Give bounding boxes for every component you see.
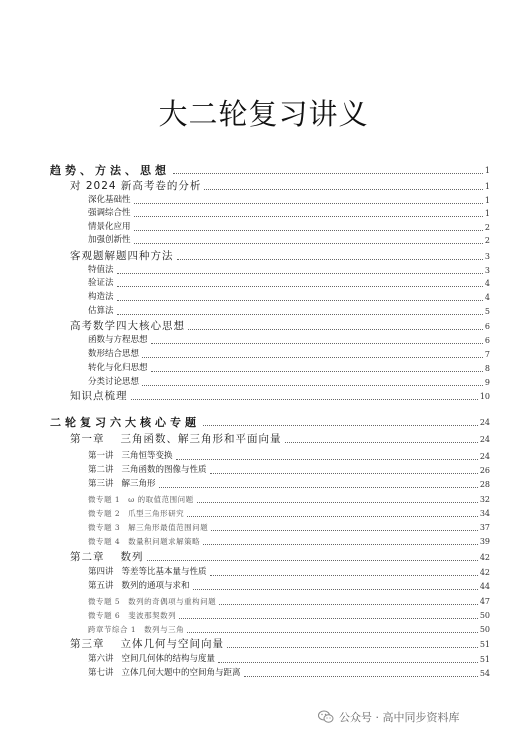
toc-page-number: 32	[479, 495, 490, 504]
toc-row	[50, 416, 490, 429]
toc-leader-dots	[142, 385, 483, 386]
toc-label	[88, 507, 184, 520]
toc-title: 强调综合性	[88, 208, 131, 218]
toc-label	[88, 234, 131, 247]
toc-leader-dots	[117, 273, 483, 274]
toc-leader-dots	[117, 300, 483, 301]
toc-page-number: 5	[484, 307, 490, 316]
wechat-icon	[318, 710, 334, 724]
toc-page-number: 37	[479, 523, 490, 532]
toc-title: 数列的通项与求和	[121, 581, 190, 591]
toc-label	[88, 291, 114, 304]
toc-row	[88, 376, 490, 389]
toc-row	[88, 595, 490, 608]
toc-row	[70, 250, 490, 263]
toc-title: 高考数学四大核心思想	[70, 320, 185, 332]
toc-title: 数列	[120, 551, 144, 563]
toc-label	[50, 164, 170, 177]
toc-label	[88, 207, 131, 220]
toc-page-number: 24	[479, 418, 490, 427]
toc-row	[88, 291, 490, 304]
watermark	[318, 708, 518, 726]
toc-leader-dots	[203, 425, 478, 426]
toc-title: 数列的奇偶项与重构问题	[128, 597, 217, 606]
toc-label	[88, 194, 131, 207]
toc-row	[70, 320, 490, 333]
toc-row	[88, 194, 490, 207]
toc-page-number: 2	[484, 236, 490, 245]
toc-page-number: 7	[484, 350, 490, 359]
toc-page-number: 26	[479, 466, 490, 475]
toc-leader-dots	[134, 230, 483, 231]
toc-title: 解三角形	[121, 479, 156, 489]
toc-title: 分类讨论思想	[88, 377, 140, 387]
toc-leader-dots	[227, 647, 478, 648]
toc-page-number: 3	[484, 266, 490, 275]
toc-title: 转化与化归思想	[88, 363, 148, 373]
toc-page-number: 50	[479, 625, 490, 634]
toc-page-number: 42	[479, 553, 490, 562]
toc-leader-dots	[187, 516, 478, 517]
toc-number: 微专题 6	[88, 611, 121, 620]
toc-leader-dots	[134, 203, 483, 204]
toc-leader-dots	[211, 530, 478, 531]
toc-title: 客观题解题四种方法	[70, 250, 174, 262]
toc-leader-dots	[179, 618, 478, 619]
toc-title: 知识点梳理	[70, 390, 128, 402]
toc-label	[88, 464, 207, 477]
toc-page-number: 6	[484, 322, 490, 331]
toc-label	[88, 362, 148, 375]
toc-title: 数量积问题求解策略	[128, 537, 201, 546]
toc-number: 第三章	[70, 638, 105, 650]
toc-title: 深化基础性	[88, 195, 131, 205]
toc-row	[88, 207, 490, 220]
toc-label	[70, 638, 224, 651]
toc-label	[88, 595, 216, 608]
toc-leader-dots	[147, 560, 478, 561]
toc-row	[88, 348, 490, 361]
toc-title: 数形结合思想	[88, 349, 140, 359]
toc-label	[88, 334, 148, 347]
toc-title: 趋势、方法、思想	[50, 164, 170, 177]
toc-leader-dots	[204, 189, 483, 190]
toc-title: 二轮复习六大核心专题	[50, 416, 200, 429]
toc-leader-dots	[134, 216, 483, 217]
toc-page-number: 1	[484, 182, 490, 191]
toc-row	[70, 638, 490, 651]
toc-leader-dots	[197, 502, 478, 503]
toc-row	[88, 521, 490, 534]
toc-leader-dots	[176, 459, 478, 460]
toc-row	[70, 180, 490, 193]
toc-row	[88, 580, 490, 593]
toc-row	[88, 234, 490, 247]
toc-label	[70, 551, 144, 564]
toc-number: 微专题 2	[88, 509, 121, 518]
toc-title: 对 2024 新高考卷的分析	[70, 180, 202, 192]
toc-page-number: 39	[479, 537, 490, 546]
toc-leader-dots	[142, 357, 483, 358]
toc-title: 构造法	[88, 292, 114, 302]
toc-number: 第六讲	[88, 654, 114, 664]
toc-row	[88, 566, 490, 579]
toc-row	[88, 305, 490, 318]
toc-row	[88, 493, 490, 506]
toc-label	[70, 390, 128, 403]
toc-title: 爪型三角形研究	[128, 509, 185, 518]
toc-page-number: 4	[484, 293, 490, 302]
toc-page-number: 54	[479, 669, 490, 678]
toc-number: 第二章	[70, 551, 105, 563]
toc-leader-dots	[173, 173, 483, 174]
toc-page-number: 4	[484, 279, 490, 288]
toc-leader-dots	[188, 329, 483, 330]
toc-title: 数列与三角	[144, 625, 185, 634]
toc-label	[88, 348, 139, 361]
toc-row	[88, 277, 490, 290]
toc-label	[88, 493, 194, 506]
toc-label	[88, 478, 156, 491]
toc-title: 三角函数的图像与性质	[121, 465, 207, 475]
toc-label	[88, 277, 114, 290]
toc-page-number: 1	[484, 196, 490, 205]
toc-row	[88, 221, 490, 234]
toc-number: 微专题 5	[88, 597, 121, 606]
toc-page-number: 44	[479, 582, 490, 591]
toc-title: 解三角形最值范围问题	[128, 523, 209, 532]
toc-page-number: 24	[479, 452, 490, 461]
toc-number: 第七讲	[88, 668, 114, 678]
toc-label	[88, 580, 190, 593]
toc-title: 加强创新性	[88, 235, 131, 245]
toc-row	[50, 164, 490, 177]
toc-row	[88, 623, 490, 636]
toc-label	[88, 667, 241, 680]
toc-label	[88, 653, 215, 666]
toc-leader-dots	[285, 442, 478, 443]
toc-row	[88, 667, 490, 680]
toc-number: 微专题 3	[88, 523, 121, 532]
toc-number: 第一章	[70, 433, 105, 445]
toc-title: ω 的取值范围问题	[128, 495, 194, 504]
toc-row	[88, 450, 490, 463]
toc-label	[70, 250, 174, 263]
toc-leader-dots	[203, 544, 478, 545]
toc-page-number: 9	[484, 378, 490, 387]
toc-label	[88, 623, 184, 636]
toc-row	[88, 653, 490, 666]
toc-page-number: 6	[484, 336, 490, 345]
toc-row	[88, 478, 490, 491]
toc-page-number: 34	[479, 509, 490, 518]
toc-leader-dots	[117, 314, 483, 315]
toc-title: 斐波那契数列	[128, 611, 177, 620]
toc-page-number: 1	[484, 209, 490, 218]
toc-title: 等差等比基本量与性质	[121, 567, 207, 577]
toc-title: 情景化应用	[88, 222, 131, 232]
toc-title: 立体几何与空间向量	[120, 638, 224, 650]
toc-leader-dots	[151, 371, 483, 372]
toc-label	[50, 416, 200, 429]
toc-title: 函数与方程思想	[88, 335, 148, 345]
toc-row	[88, 507, 490, 520]
toc-leader-dots	[187, 632, 478, 633]
toc-row	[88, 264, 490, 277]
toc-number: 第一讲	[88, 451, 114, 461]
toc-title: 三角恒等变换	[121, 451, 173, 461]
toc-leader-dots	[219, 604, 478, 605]
toc-number: 跨章节综合 1	[88, 625, 137, 634]
toc-number: 微专题 1	[88, 495, 121, 504]
toc-page-number: 50	[479, 611, 490, 620]
toc-row	[88, 609, 490, 622]
toc-label	[88, 535, 200, 548]
toc-leader-dots	[244, 676, 478, 677]
toc-leader-dots	[193, 589, 478, 590]
toc-number: 第四讲	[88, 567, 114, 577]
toc-label	[88, 521, 208, 534]
toc-page-number: 42	[479, 568, 490, 577]
toc-label	[88, 450, 173, 463]
toc-page-number: 47	[479, 597, 490, 606]
toc-row	[70, 433, 490, 446]
toc-leader-dots	[151, 343, 483, 344]
toc-title: 立体几何大题中的空间角与距离	[121, 668, 241, 678]
toc-leader-dots	[177, 259, 483, 260]
toc-number: 微专题 4	[88, 537, 121, 546]
toc-page-number: 10	[479, 392, 490, 401]
toc-row	[70, 390, 490, 403]
toc-title: 空间几何体的结构与度量	[121, 654, 216, 664]
toc-leader-dots	[218, 662, 478, 663]
toc-label	[88, 609, 176, 622]
toc-number: 第三讲	[88, 479, 114, 489]
toc-label	[70, 433, 282, 446]
toc-number: 第二讲	[88, 465, 114, 475]
toc-label	[88, 566, 207, 579]
toc-page-number: 28	[479, 480, 490, 489]
toc-row	[88, 334, 490, 347]
toc-page-number: 1	[484, 166, 490, 175]
toc-label	[70, 180, 201, 193]
toc-title: 三角函数、解三角形和平面向量	[120, 433, 282, 445]
toc-title: 特值法	[88, 265, 114, 275]
toc-row	[88, 535, 490, 548]
toc-row	[70, 551, 490, 564]
toc-page-number: 51	[479, 640, 490, 649]
toc-title: 验证法	[88, 278, 114, 288]
watermark-text: 公众号 · 高中同步资料库	[339, 711, 460, 724]
toc-leader-dots	[117, 286, 483, 287]
toc-leader-dots	[131, 399, 478, 400]
toc-page-number: 51	[479, 655, 490, 664]
toc-leader-dots	[210, 575, 478, 576]
toc-page-number: 24	[479, 435, 490, 444]
toc-page-number: 3	[484, 252, 490, 261]
page-title: 大二轮复习讲义	[158, 97, 369, 131]
toc-label	[88, 221, 131, 234]
toc-label	[88, 264, 114, 277]
toc-label	[88, 376, 139, 389]
toc-title: 估算法	[88, 306, 114, 316]
toc-row	[88, 464, 490, 477]
toc-page-number: 8	[484, 364, 490, 373]
toc-leader-dots	[159, 487, 478, 488]
toc-label	[88, 305, 114, 318]
toc-label	[70, 320, 185, 333]
toc-leader-dots	[210, 473, 478, 474]
toc-number: 第五讲	[88, 581, 114, 591]
toc-row	[88, 362, 490, 375]
toc-leader-dots	[134, 243, 483, 244]
toc-page-number: 2	[484, 223, 490, 232]
